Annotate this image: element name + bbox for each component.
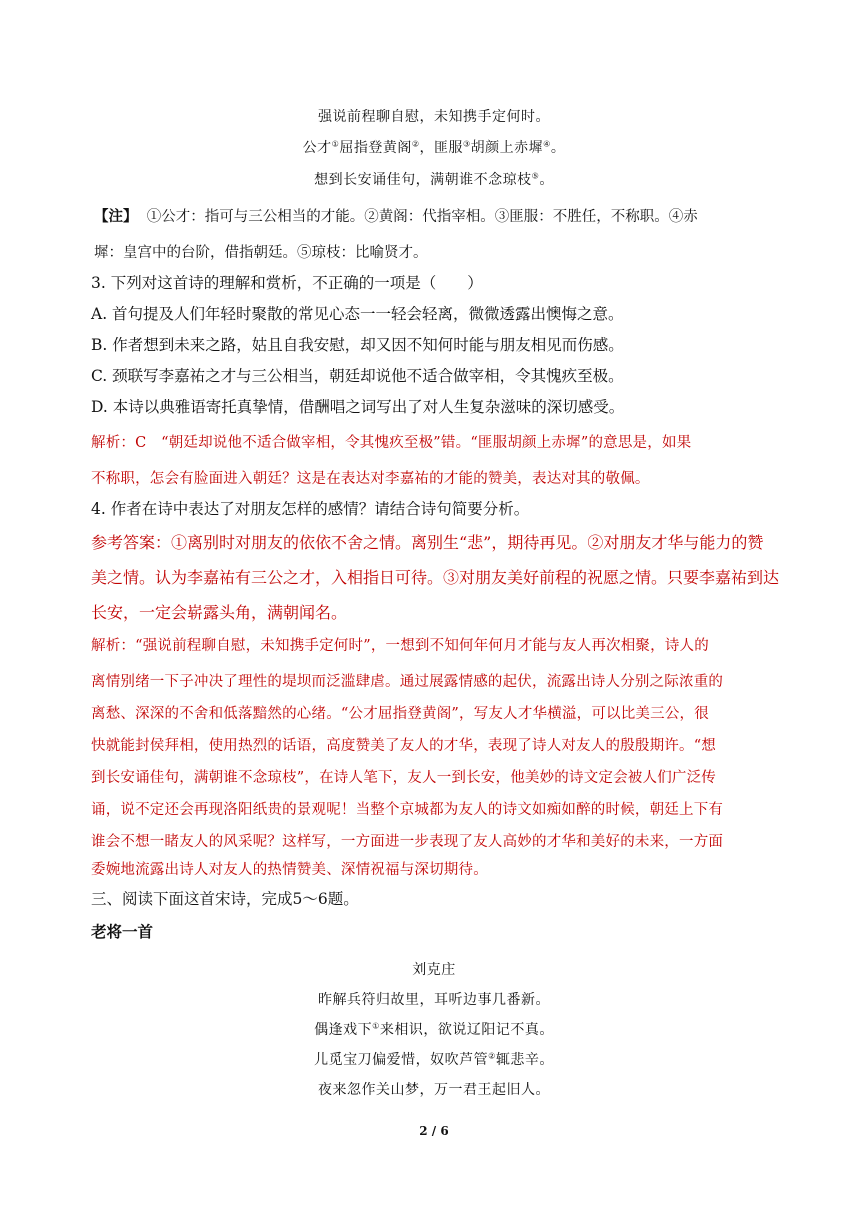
- question-4-analysis-line-3: 离愁、深深的不舍和低落黯然的心绪。“公才屈指登黄阁”，写友人才华横溢，可以比美三公，很: [91, 706, 709, 722]
- poem-2-title: 老将一首: [91, 922, 154, 941]
- page-number: 2 / 6: [419, 1124, 449, 1138]
- question-4-analysis-line-1: 解析：“强说前程聊自慰，未知携手定何时”，一想到不知何年何月才能与友人再次相聚，诗人的: [91, 638, 709, 654]
- question-4-analysis-line-2: 离情别绪一下子冲决了理性的堤坝而泛滥肆虐。通过展露情感的起伏，流露出诗人分别之际浓重的: [91, 674, 724, 690]
- note-label: 【注】: [94, 208, 138, 225]
- question-3-option-d: D. 本诗以典雅语寄托真挚情，借酬唱之词写出了对人生复杂滋味的深切感受。: [91, 398, 625, 416]
- question-3-analysis-line-2: 不称职，怎会有脸面进入朝廷？这是在表达对李嘉祐的才能的赞美，表达对其的敬佩。: [91, 471, 650, 487]
- question-4-answer-line-3: 长安，一定会崭露头角，满朝闻名。: [91, 603, 348, 622]
- question-4-analysis-line-5: 到长安诵佳句，满朝谁不念琼枝”，在诗人笔下，友人一到长安，他美妙的诗文定会被人们广泛传: [91, 770, 717, 786]
- poem-2-line-1: 昨解兵符归故里，耳听边事几番新。: [318, 992, 550, 1008]
- question-4-stem: 4. 作者在诗中表达了对朋友怎样的感情？请结合诗句简要分析。: [91, 500, 530, 518]
- note-line-2: 墀：皇宫中的台阶，借指朝廷。⑤琼枝：比喻贤才。: [94, 245, 428, 261]
- poem-line-2: 公才①屈指登黄阁②，匪服③胡颜上赤墀④。: [302, 139, 566, 156]
- poem-2-line-3: 儿觅宝刀偏爱惜，奴吹芦管②辄悲辛。: [314, 1051, 554, 1068]
- poem-2-author: 刘克庄: [412, 962, 456, 978]
- question-4-answer-line-2: 美之情。认为李嘉祐有三公之才，入相指日可待。③对朋友美好前程的祝愿之情。只要李嘉祐到达: [91, 568, 780, 587]
- question-4-answer-line-1: 参考答案：①离别时对朋友的依依不舍之情。离别生“悲”，期待再见。②对朋友才华与能力的赞: [91, 533, 764, 552]
- question-4-analysis-line-4: 快就能封侯拜相，使用热烈的话语，高度赞美了友人的才华，表现了诗人对友人的殷殷期许。“想: [91, 738, 717, 754]
- poem-line-1: 强说前程聊自慰，未知携手定何时。: [318, 109, 550, 125]
- question-3-option-a: A. 首句提及人们年轻时聚散的常见心态一一轻会轻离，微微透露出懊悔之意。: [91, 305, 624, 323]
- section-3-heading: 三、阅读下面这首宋诗，完成5～6题。: [91, 890, 359, 908]
- poem-2-line-4: 夜来忽作关山梦，万一君王起旧人。: [318, 1082, 550, 1098]
- question-3-analysis-line-1: 解析：C “朝廷却说他不适合做宰相，令其愧疚至极”错。“匪服胡颜上赤墀”的意思是，如果: [91, 435, 692, 451]
- question-3-option-c: C. 颈联写李嘉祐之才与三公相当，朝廷却说他不适合做宰相，令其愧疚至极。: [91, 367, 624, 385]
- question-4-analysis-line-7: 谁会不想一睹友人的风采呢？这样写，一方面进一步表现了友人高妙的才华和美好的未来，一方面: [91, 834, 724, 850]
- question-3-option-b: B. 作者想到未来之路，姑且自我安慰，却又因不知何时能与朋友相见而伤感。: [91, 336, 624, 354]
- poem-line-3: 想到长安诵佳句，满朝谁不念琼枝⑤。: [314, 171, 554, 188]
- note-line-1: 【注】 ①公才：指可与三公相当的才能。②黄阁：代指宰相。③匪服：不胜任，不称职。④赤: [94, 208, 698, 225]
- question-4-analysis-line-8: 委婉地流露出诗人对友人的热情赞美、深情祝福与深切期待。: [91, 862, 488, 878]
- question-3-stem: 3. 下列对这首诗的理解和赏析，不正确的一项是（ ）: [91, 274, 483, 292]
- question-4-analysis-line-6: 诵，说不定还会再现洛阳纸贵的景观呢！当整个京城都为友人的诗文如痴如醉的时候，朝廷上下有: [91, 802, 724, 818]
- poem-2-line-2: 偶逢戏下①来相识，欲说辽阳记不真。: [314, 1021, 554, 1038]
